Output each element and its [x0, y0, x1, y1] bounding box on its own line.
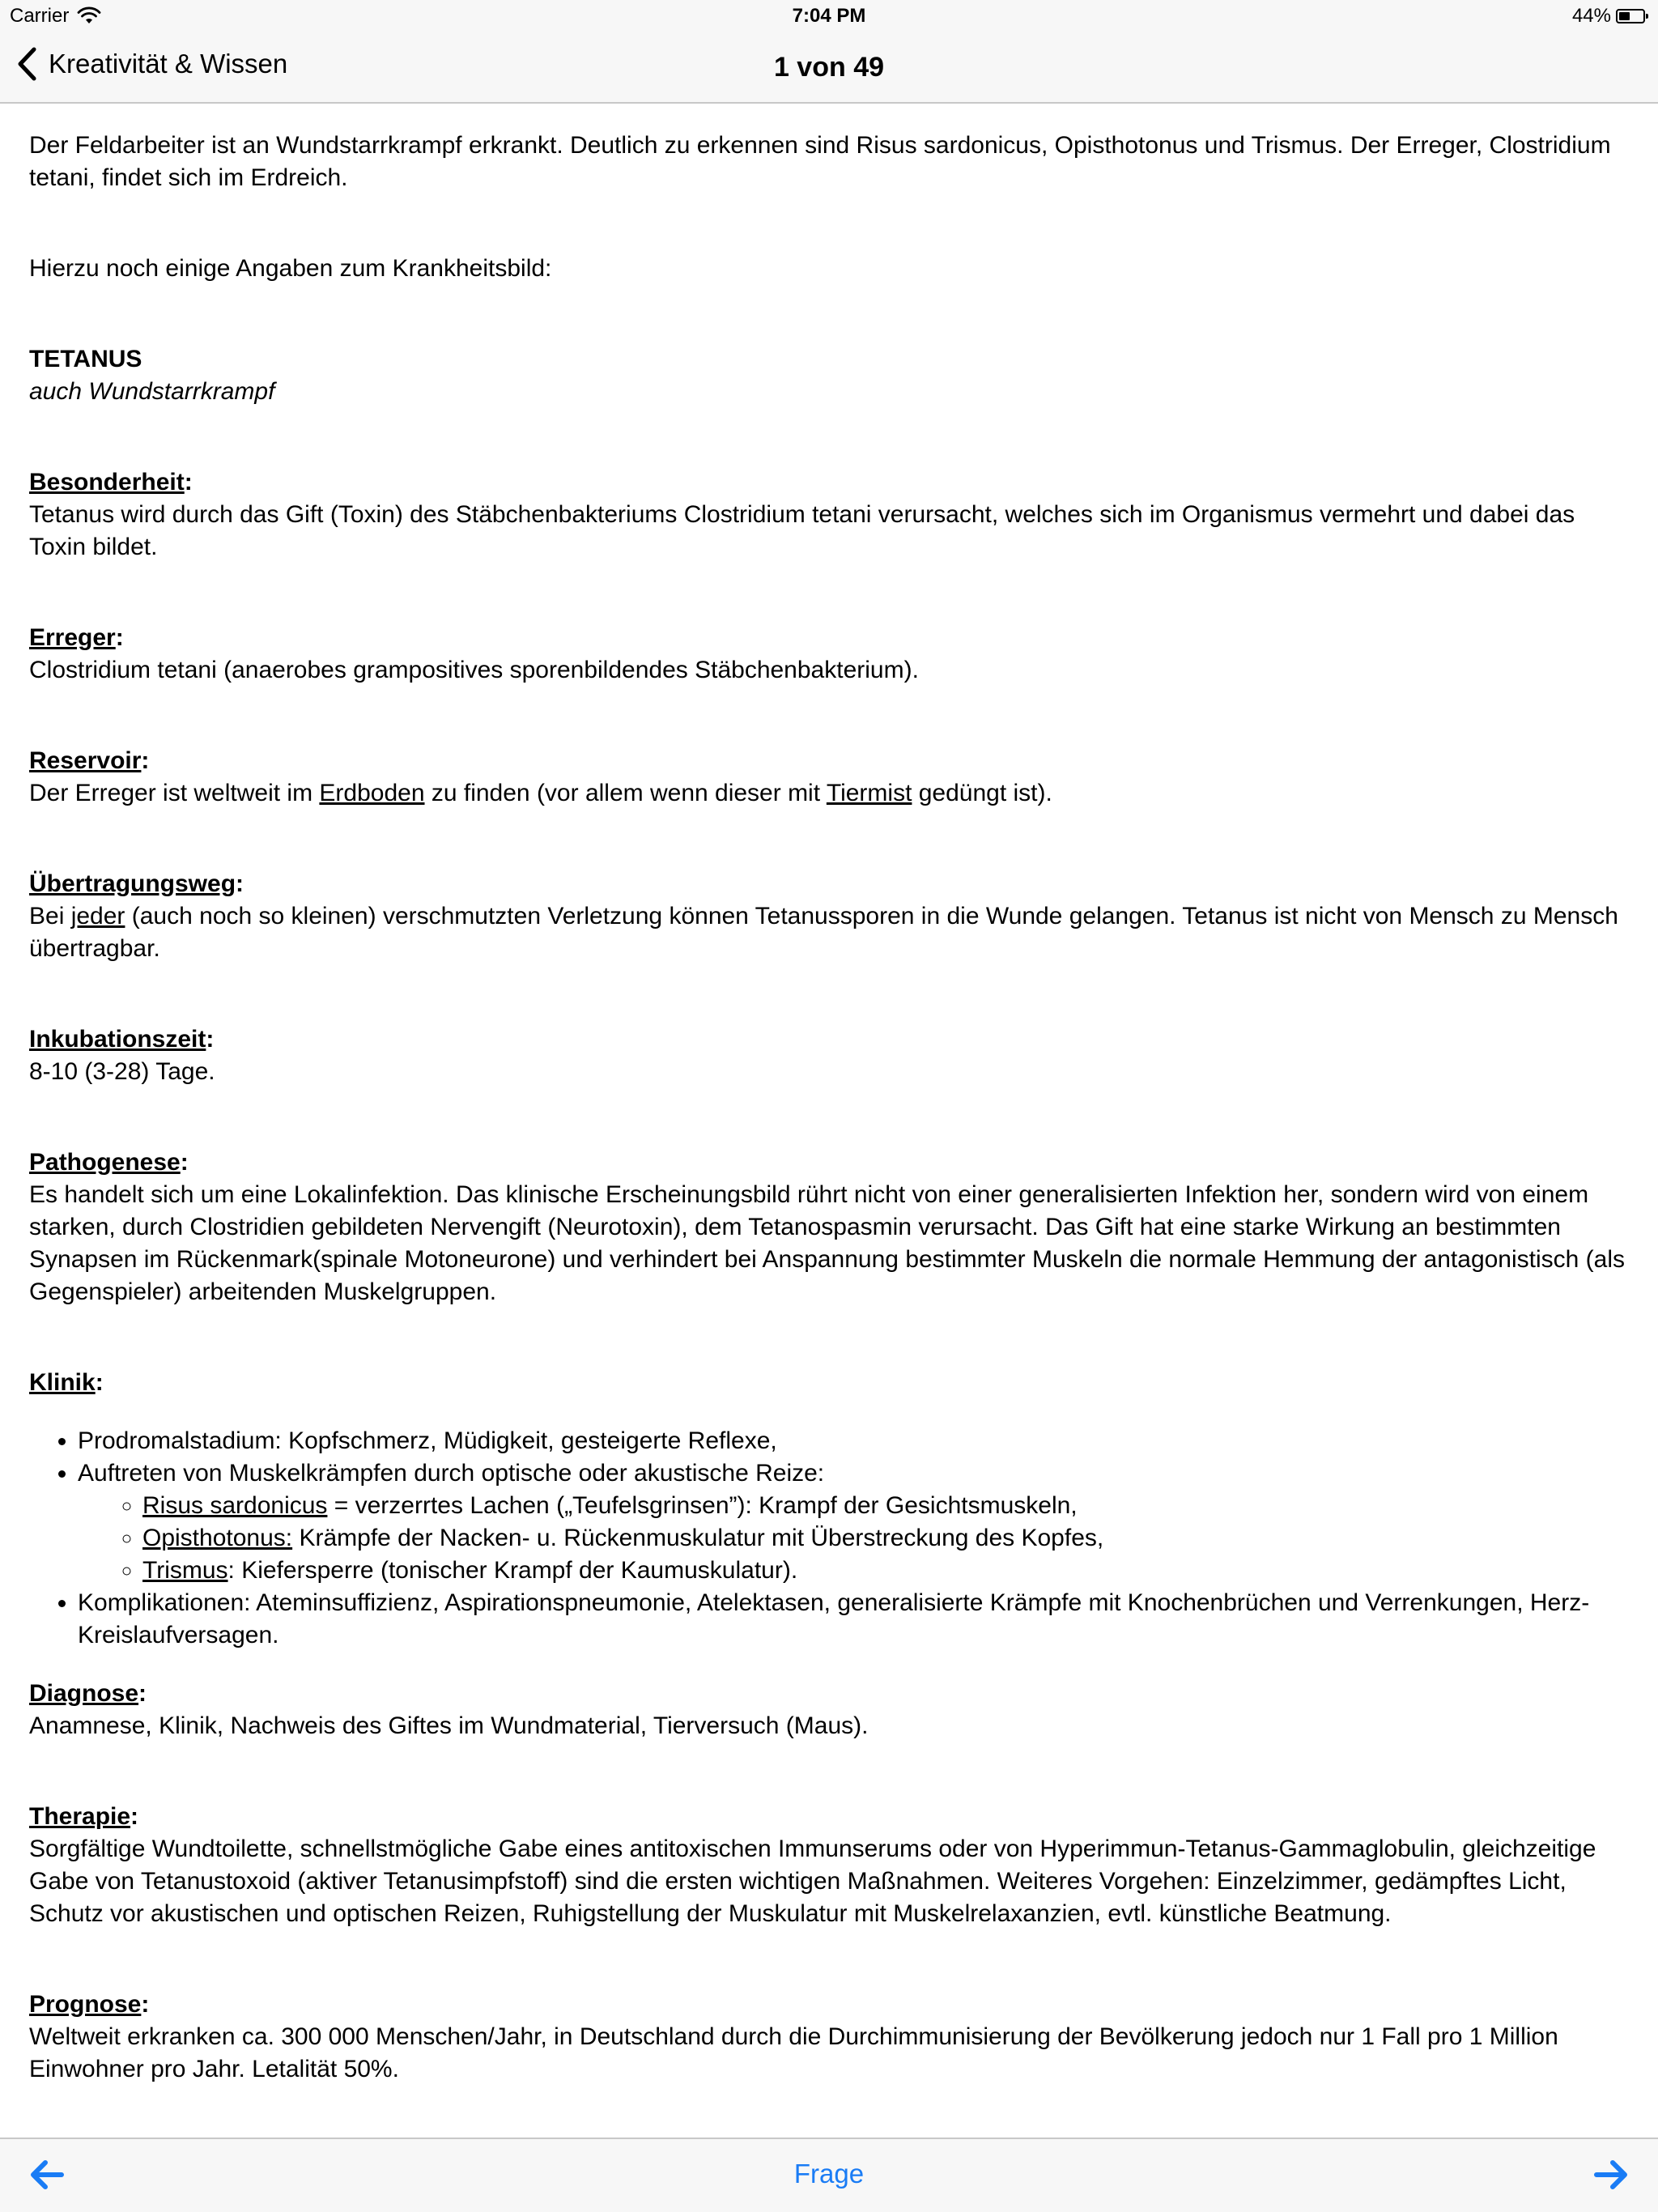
disease-subtitle: auch Wundstarrkrampf: [29, 378, 275, 405]
section-text: Der Erreger ist weltweit im Erdboden zu finden (vor allem wenn dieser mit Tiermist gedüngt ist).: [29, 780, 1052, 806]
section-therapie: [29, 1801, 1632, 1930]
section-heading: Prognose:: [29, 1991, 150, 2018]
section-reservoir: [29, 745, 1632, 810]
disease-title: TETANUS: [29, 346, 142, 372]
section-prognose: [29, 1989, 1632, 2086]
section-heading: Therapie:: [29, 1803, 139, 1830]
page-title: 1 von 49: [773, 52, 885, 83]
status-right: [1572, 5, 1645, 28]
section-heading: Diagnose:: [29, 1680, 147, 1707]
bottom-toolbar: [0, 2138, 1658, 2212]
klinik-list: [29, 1425, 1632, 1652]
term-tiermist: Tiermist: [826, 780, 912, 806]
section-text: Weltweit erkranken ca. 300 000 Menschen/Jahr, in Deutschland durch die Durchimmunisierung der Bevölkerung jedoch nur 1 Fall pro 1 Million Einwohner pro Jahr. Letalität 50%.: [29, 2023, 1558, 2082]
term-opisthotonus: Opisthotonus:: [142, 1525, 293, 1551]
status-bar: [0, 0, 1658, 32]
navigation-bar: [0, 32, 1658, 104]
section-pathogenese: [29, 1146, 1632, 1308]
list-item: ◦ Risus sardonicus = verzerrtes Lachen („Teufelsgrinsen”): Krampf der Gesichtsmuskeln,: [142, 1490, 1632, 1522]
list-item: • Komplikationen: Ateminsuffizienz, Aspirationspneumonie, Atelektasen, generalisierte Krämpfe mit Knochenbrüchen und Verrenkungen, Herz-Kreislaufversagen.: [78, 1587, 1632, 1652]
section-heading: Erreger:: [29, 624, 124, 651]
section-klinik: [29, 1367, 1632, 1652]
section-text: 8-10 (3-28) Tage.: [29, 1058, 215, 1085]
term-erdboden: Erdboden: [319, 780, 425, 806]
section-text: Clostridium tetani (anaerobes grampositives sporenbildendes Stäbchenbakterium).: [29, 657, 919, 683]
section-erreger: [29, 622, 1632, 687]
status-time: 7:04 PM: [792, 5, 866, 27]
carrier-label: Carrier: [10, 5, 70, 27]
frage-button: [0, 2159, 1658, 2189]
section-heading: Übertragungsweg:: [29, 870, 244, 897]
list-item: • Auftreten von Muskelkrämpfen durch optische oder akustische Reize: ◦ Risus sardonicus = verzerrtes Lachen („Teufelsgrinsen”): Krampf der Gesichtsmuskeln, ◦ Opisthotonus: Krämpfe der Nacken- u. Rückenmuskulatur mit Überstreckung des Kopfes, ◦ Trismus: Kiefersperre (tonischer Krampf der Kaumuskulatur).: [78, 1457, 1632, 1587]
section-text: Tetanus wird durch das Gift (Toxin) des Stäbchenbakteriums Clostridium tetani verursacht, welches sich im Organismus vermehrt und dabei das Toxin bildet.: [29, 501, 1575, 560]
list-item: ◦ Trismus: Kiefersperre (tonischer Krampf der Kaumuskulatur).: [142, 1555, 1632, 1587]
battery-icon: [1616, 9, 1645, 23]
term-jeder: jeder: [70, 903, 125, 929]
section-diagnose: [29, 1678, 1632, 1742]
frage-button-label[interactable]: Frage: [793, 2159, 865, 2189]
section-inkubationszeit: [29, 1023, 1632, 1088]
section-text: Es handelt sich um eine Lokalinfektion. Das klinische Erscheinungsbild rührt nicht von einer generalisierten Infektion her, sondern wird von einem starken, durch Clostridien gebildeten Nervengift (Neurotoxin), dem Tetanospasmin verursacht. Das Gift hat eine starke Wirkung an bestimmten Synapsen im Rückenmark(spinale Motoneurone) und verhindert bei Anspannung bestimmter Muskeln die normale Hemmung der antagonistisch (als Gegenspieler) arbeitenden Muskelgruppen.: [29, 1181, 1626, 1305]
arrow-right-icon[interactable]: [1593, 2159, 1629, 2191]
term-risus-sardonicus: Risus sardonicus: [142, 1492, 328, 1519]
section-heading: Klinik:: [29, 1369, 104, 1396]
section-heading: Inkubationszeit:: [29, 1026, 215, 1053]
section-uebertragungsweg: [29, 868, 1632, 965]
back-button-label: Kreativität & Wissen: [49, 49, 288, 79]
section-text: Bei jeder (auch noch so kleinen) verschmutzten Verletzung können Tetanussporen in die Wunde gelangen. Tetanus ist nicht von Mensch zu Mensch übertragbar.: [29, 903, 1618, 962]
list-item: ◦ Opisthotonus: Krämpfe der Nacken- u. Rückenmuskulatur mit Überstreckung des Kopfes,: [142, 1522, 1632, 1555]
article-content: [29, 130, 1632, 2138]
term-trismus: Trismus: [142, 1557, 228, 1584]
section-text: Anamnese, Klinik, Nachweis des Giftes im Wundmaterial, Tierversuch (Maus).: [29, 1712, 869, 1739]
intro-paragraph: Der Feldarbeiter ist an Wundstarrkrampf erkrankt. Deutlich zu erkennen sind Risus sardonicus, Opisthotonus und Trismus. Der Erreger, Clostridium tetani, findet sich im Erdreich.: [29, 132, 1611, 191]
battery-percent: 44%: [1571, 5, 1611, 27]
section-text: Sorgfältige Wundtoilette, schnellstmögliche Gabe eines antitoxischen Immunserums oder von Hyperimmun-Tetanus-Gammaglobulin, gleichzeitige Gabe von Tetanustoxoid (aktiver Tetanusimpfstoff) sind die ersten wichtigen Maßnahmen. Weiteres Vorgehen: Einzelzimmer, gedämpftes Licht, Schutz vor akustischen und optischen Reizen, Ruhigstellung der Muskulatur mit Muskelrelaxanzien, evtl. künstliche Beatmung.: [29, 1836, 1596, 1927]
list-item: • Prodromalstadium: Kopfschmerz, Müdigkeit, gesteigerte Reflexe,: [78, 1425, 1632, 1457]
lead-paragraph: Hierzu noch einige Angaben zum Krankheitsbild:: [29, 255, 552, 282]
section-heading: Reservoir:: [29, 747, 150, 774]
section-besonderheit: [29, 466, 1632, 564]
section-heading: Pathogenese:: [29, 1149, 189, 1176]
section-heading: Besonderheit:: [29, 469, 193, 496]
klinik-sublist: [78, 1490, 1632, 1587]
